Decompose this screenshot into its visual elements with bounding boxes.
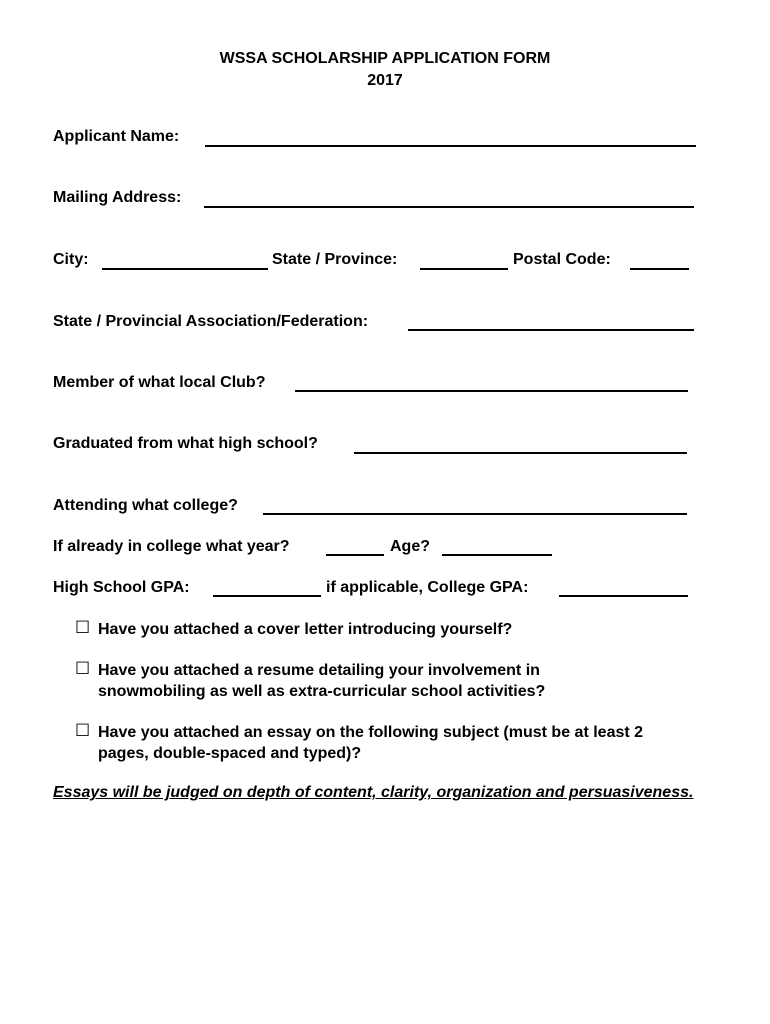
state-province-label: State / Province:: [272, 251, 398, 268]
essay-text: Have you attached an essay on the following subject (must be at least 2 pages, double-spaced and typed)?: [98, 724, 644, 762]
postal-code-line: [630, 268, 689, 270]
local-club-label: Member of what local Club?: [53, 374, 266, 391]
college-line: [263, 513, 687, 515]
state-province-line: [420, 268, 508, 270]
state-province-input[interactable]: [420, 250, 508, 268]
mailing-address-line: [204, 206, 694, 208]
applicant-name-label: Applicant Name:: [53, 128, 180, 145]
essay-judging-note: Essays will be judged on depth of content, clarity, organization and persuasiveness.: [53, 784, 694, 801]
form-title: WSSA SCHOLARSHIP APPLICATION FORM: [219, 50, 551, 67]
mailing-address-label: Mailing Address:: [53, 189, 182, 206]
hs-gpa-input[interactable]: [213, 577, 321, 595]
college-input[interactable]: [263, 495, 687, 513]
city-line: [102, 268, 268, 270]
form-year: 2017: [367, 72, 403, 89]
college-label: Attending what college?: [53, 497, 238, 514]
college-gpa-input[interactable]: [559, 577, 688, 595]
resume-checkbox[interactable]: ☐: [75, 659, 91, 678]
resume-text: Have you attached a resume detailing your involvement in snowmobiling as well as extra-curricular school activities?: [98, 662, 546, 700]
high-school-line: [354, 452, 687, 454]
age-label: Age?: [390, 538, 430, 555]
college-year-label: If already in college what year?: [53, 538, 290, 555]
college-gpa-label: if applicable, College GPA:: [326, 579, 529, 596]
local-club-line: [295, 390, 688, 392]
postal-code-input[interactable]: [630, 250, 689, 268]
college-year-line: [326, 554, 384, 556]
city-label: City:: [53, 251, 89, 268]
age-line: [442, 554, 552, 556]
cover-letter-checkbox[interactable]: ☐: [75, 618, 91, 637]
essay-checkbox[interactable]: ☐: [75, 721, 91, 740]
high-school-input[interactable]: [354, 434, 687, 452]
mailing-address-input[interactable]: [204, 188, 694, 206]
applicant-name-line: [205, 145, 696, 147]
college-year-input[interactable]: [326, 536, 384, 554]
city-input[interactable]: [102, 250, 268, 268]
age-input[interactable]: [442, 536, 552, 554]
hs-gpa-line: [213, 595, 321, 597]
association-label: State / Provincial Association/Federation:: [53, 313, 369, 330]
association-input[interactable]: [408, 311, 694, 329]
high-school-label: Graduated from what high school?: [53, 435, 318, 452]
applicant-name-input[interactable]: [205, 127, 696, 145]
local-club-input[interactable]: [295, 372, 688, 390]
association-line: [408, 329, 694, 331]
cover-letter-text: Have you attached a cover letter introducing yourself?: [98, 621, 513, 638]
college-gpa-line: [559, 595, 688, 597]
hs-gpa-label: High School GPA:: [53, 579, 190, 596]
postal-code-label: Postal Code:: [513, 251, 611, 268]
